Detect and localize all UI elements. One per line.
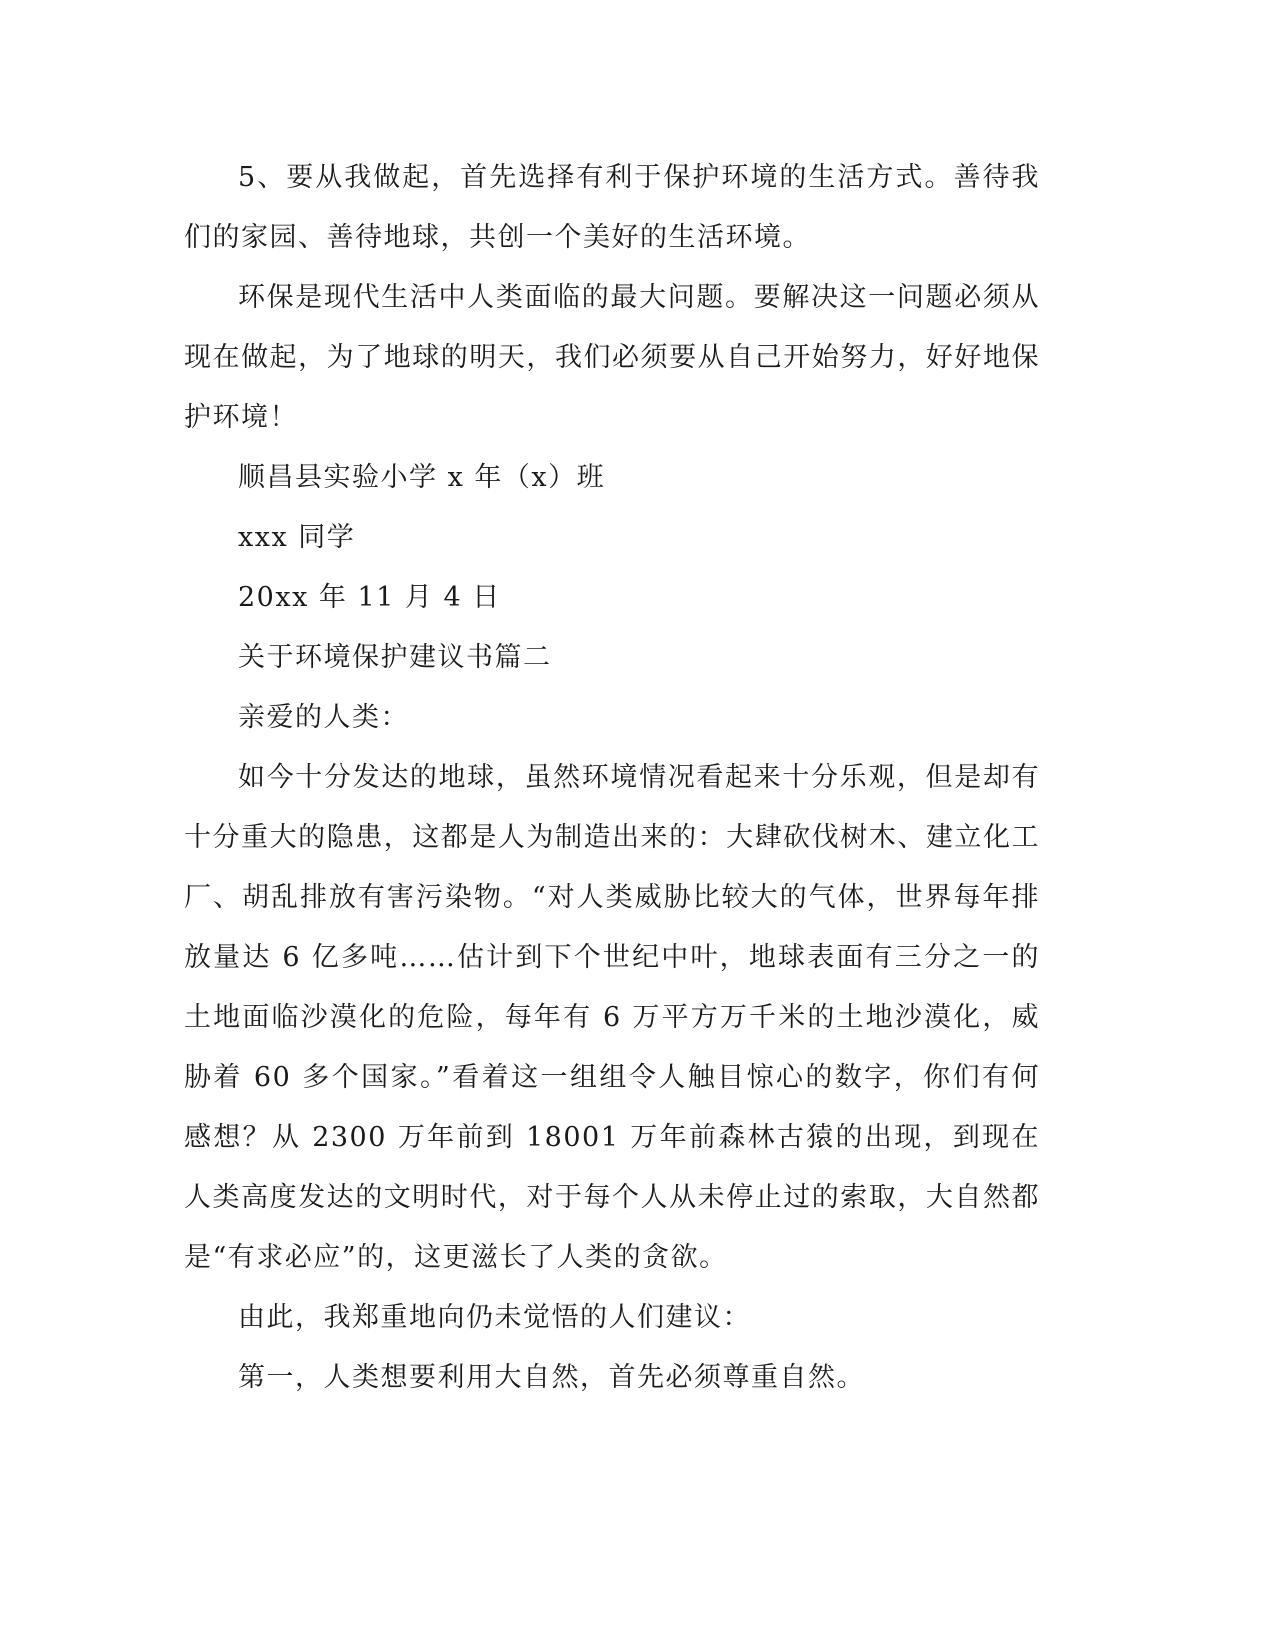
signature-student: xxx 同学 <box>238 522 356 553</box>
section-title: 关于环境保护建议书篇二 <box>238 642 552 673</box>
document-body <box>184 148 1040 1408</box>
signature-date: 20xx 年 11 月 4 日 <box>238 582 501 613</box>
paragraph-proposal-1: 第一，人类想要利用大自然，首先必须尊重自然。 <box>238 1362 865 1393</box>
paragraph-body: 如今十分发达的地球，虽然环境情况看起来十分乐观，但是却有十分重大的隐患，这都是人为制造出来的：大肆砍伐树木、建立化工厂、胡乱排放有害污染物。“对人类威胁比较大的气体，世界每年排放量达 6 亿多吨……估计到下个世纪中叶，地球表面有三分之一的土地面临沙漠化的危险，每年有 6 万平方万千米的土地沙漠化，威胁着 60 多个国家。”看着这一组组令人触目惊心的数字，你们有何感想？从 2300 万年前到 18001 万年前森林古猿的出现，到现在人类高度发达的文明时代，对于每个人从未停止过的索取，大自然都是“有求必应”的，这更滋长了人类的贪欲。 <box>184 762 1040 1273</box>
signature-school-class: 顺昌县实验小学 x 年（x）班 <box>238 462 606 493</box>
paragraph-proposal-intro: 由此，我郑重地向仍未觉悟的人们建议： <box>238 1302 751 1333</box>
paragraph-point-5: 5、要从我做起，首先选择有利于保护环境的生活方式。善待我们的家园、善待地球，共创一个美好的生活环境。 <box>184 162 1040 253</box>
salutation: 亲爱的人类： <box>238 702 409 733</box>
paragraph-conclusion: 环保是现代生活中人类面临的最大问题。要解决这一问题必须从现在做起，为了地球的明天，我们必须要从自己开始努力，好好地保护环境！ <box>184 282 1040 433</box>
